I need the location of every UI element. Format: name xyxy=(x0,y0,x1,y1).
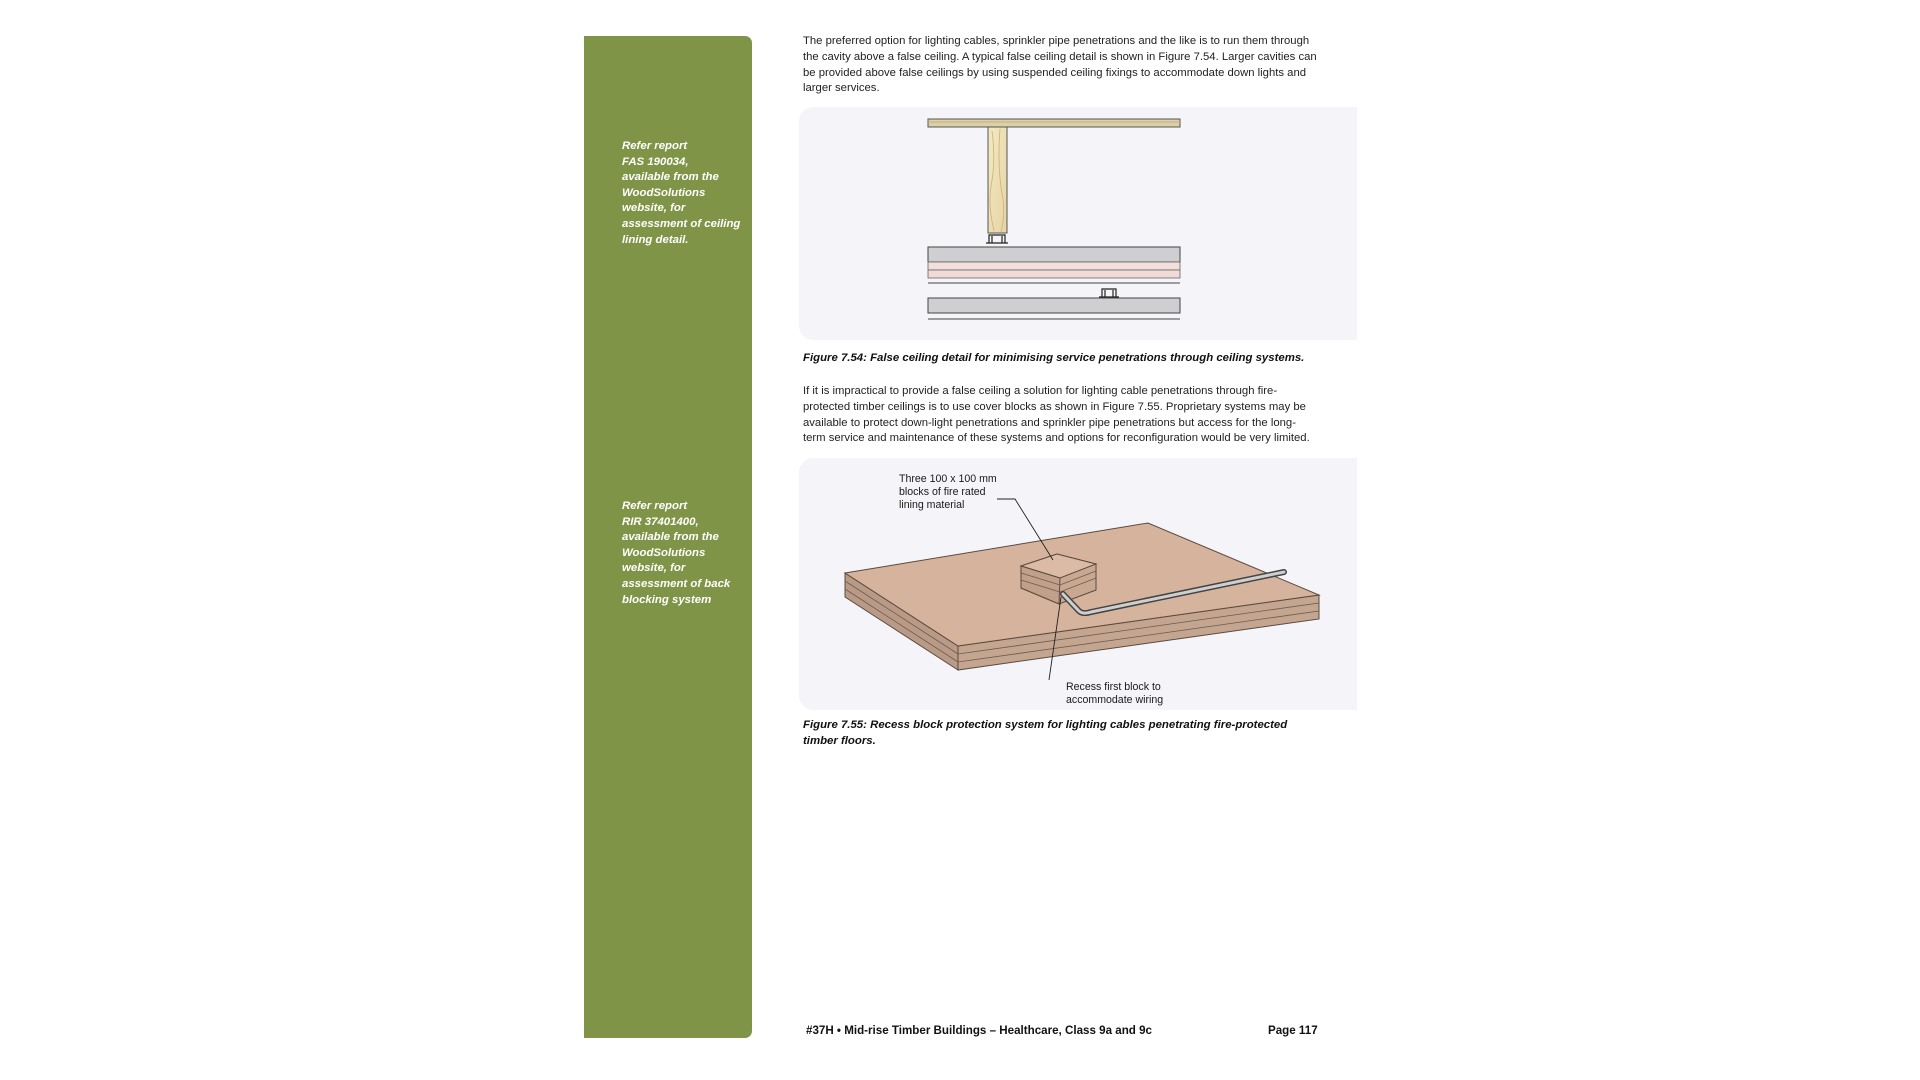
figure-7-55-caption: Figure 7.55: Recess block protection system for lighting cables penetrating fire-protected timber floors. xyxy=(803,719,1288,747)
figure-label-recess: Recess first block to accommodate wiring xyxy=(1066,681,1164,706)
figure-7-54 xyxy=(799,107,1357,340)
ceiling-board-3 xyxy=(928,270,1180,278)
timber-joist xyxy=(988,127,1007,233)
sidebar-note-blocking-report: Refer report RIR 37401400, available from the WoodSolutions website, for assessment of back blocking system xyxy=(622,500,731,606)
footer-document-title: #37H • Mid-rise Timber Buildings – Healthcare, Class 9a and 9c xyxy=(806,1024,1152,1037)
figure-7-54-caption: Figure 7.54: False ceiling detail for minimising service penetrations through ceiling systems. xyxy=(803,352,1305,364)
figure-label-blocks: Three 100 x 100 mm blocks of fire rated lining material xyxy=(899,473,997,511)
ceiling-board-1 xyxy=(928,247,1180,262)
ceiling-board-2 xyxy=(928,262,1180,270)
sidebar-note-ceiling-report: Refer report FAS 190034, available from the WoodSolutions website, for assessment of ceiling lining detail. xyxy=(622,140,741,246)
false-ceiling-diagram xyxy=(799,107,1357,340)
recess-block-diagram xyxy=(799,458,1357,710)
figure-7-55 xyxy=(799,458,1357,710)
false-ceiling-board xyxy=(928,298,1180,313)
paragraph-false-ceiling: The preferred option for lighting cables, sprinkler pipe penetrations and the like is to run them through the cavity above a false ceiling. A typical false ceiling detail is shown in Figure 7.54. Larger cavities can be provided above false ceilings by using suspended ceiling fixings to accommodate down lights and larger services. xyxy=(803,35,1317,95)
paragraph-cover-blocks: If it is impractical to provide a false ceiling a solution for lighting cable penetrations through fire- protected timber ceilings is to use cover blocks as shown in Figure 7.55. Proprietary systems may be available to protect down-light penetrations and sprinkler pipe penetrations but access for the long- term service and maintenance of these systems and options for reconfiguration would be very limited. xyxy=(803,385,1310,445)
floor-beam xyxy=(928,119,1180,127)
ceiling-clip-upper xyxy=(986,235,1008,243)
ceiling-clip-lower xyxy=(1099,289,1119,297)
floor-slab xyxy=(845,523,1319,670)
footer-page-number: Page 117 xyxy=(1268,1024,1318,1037)
